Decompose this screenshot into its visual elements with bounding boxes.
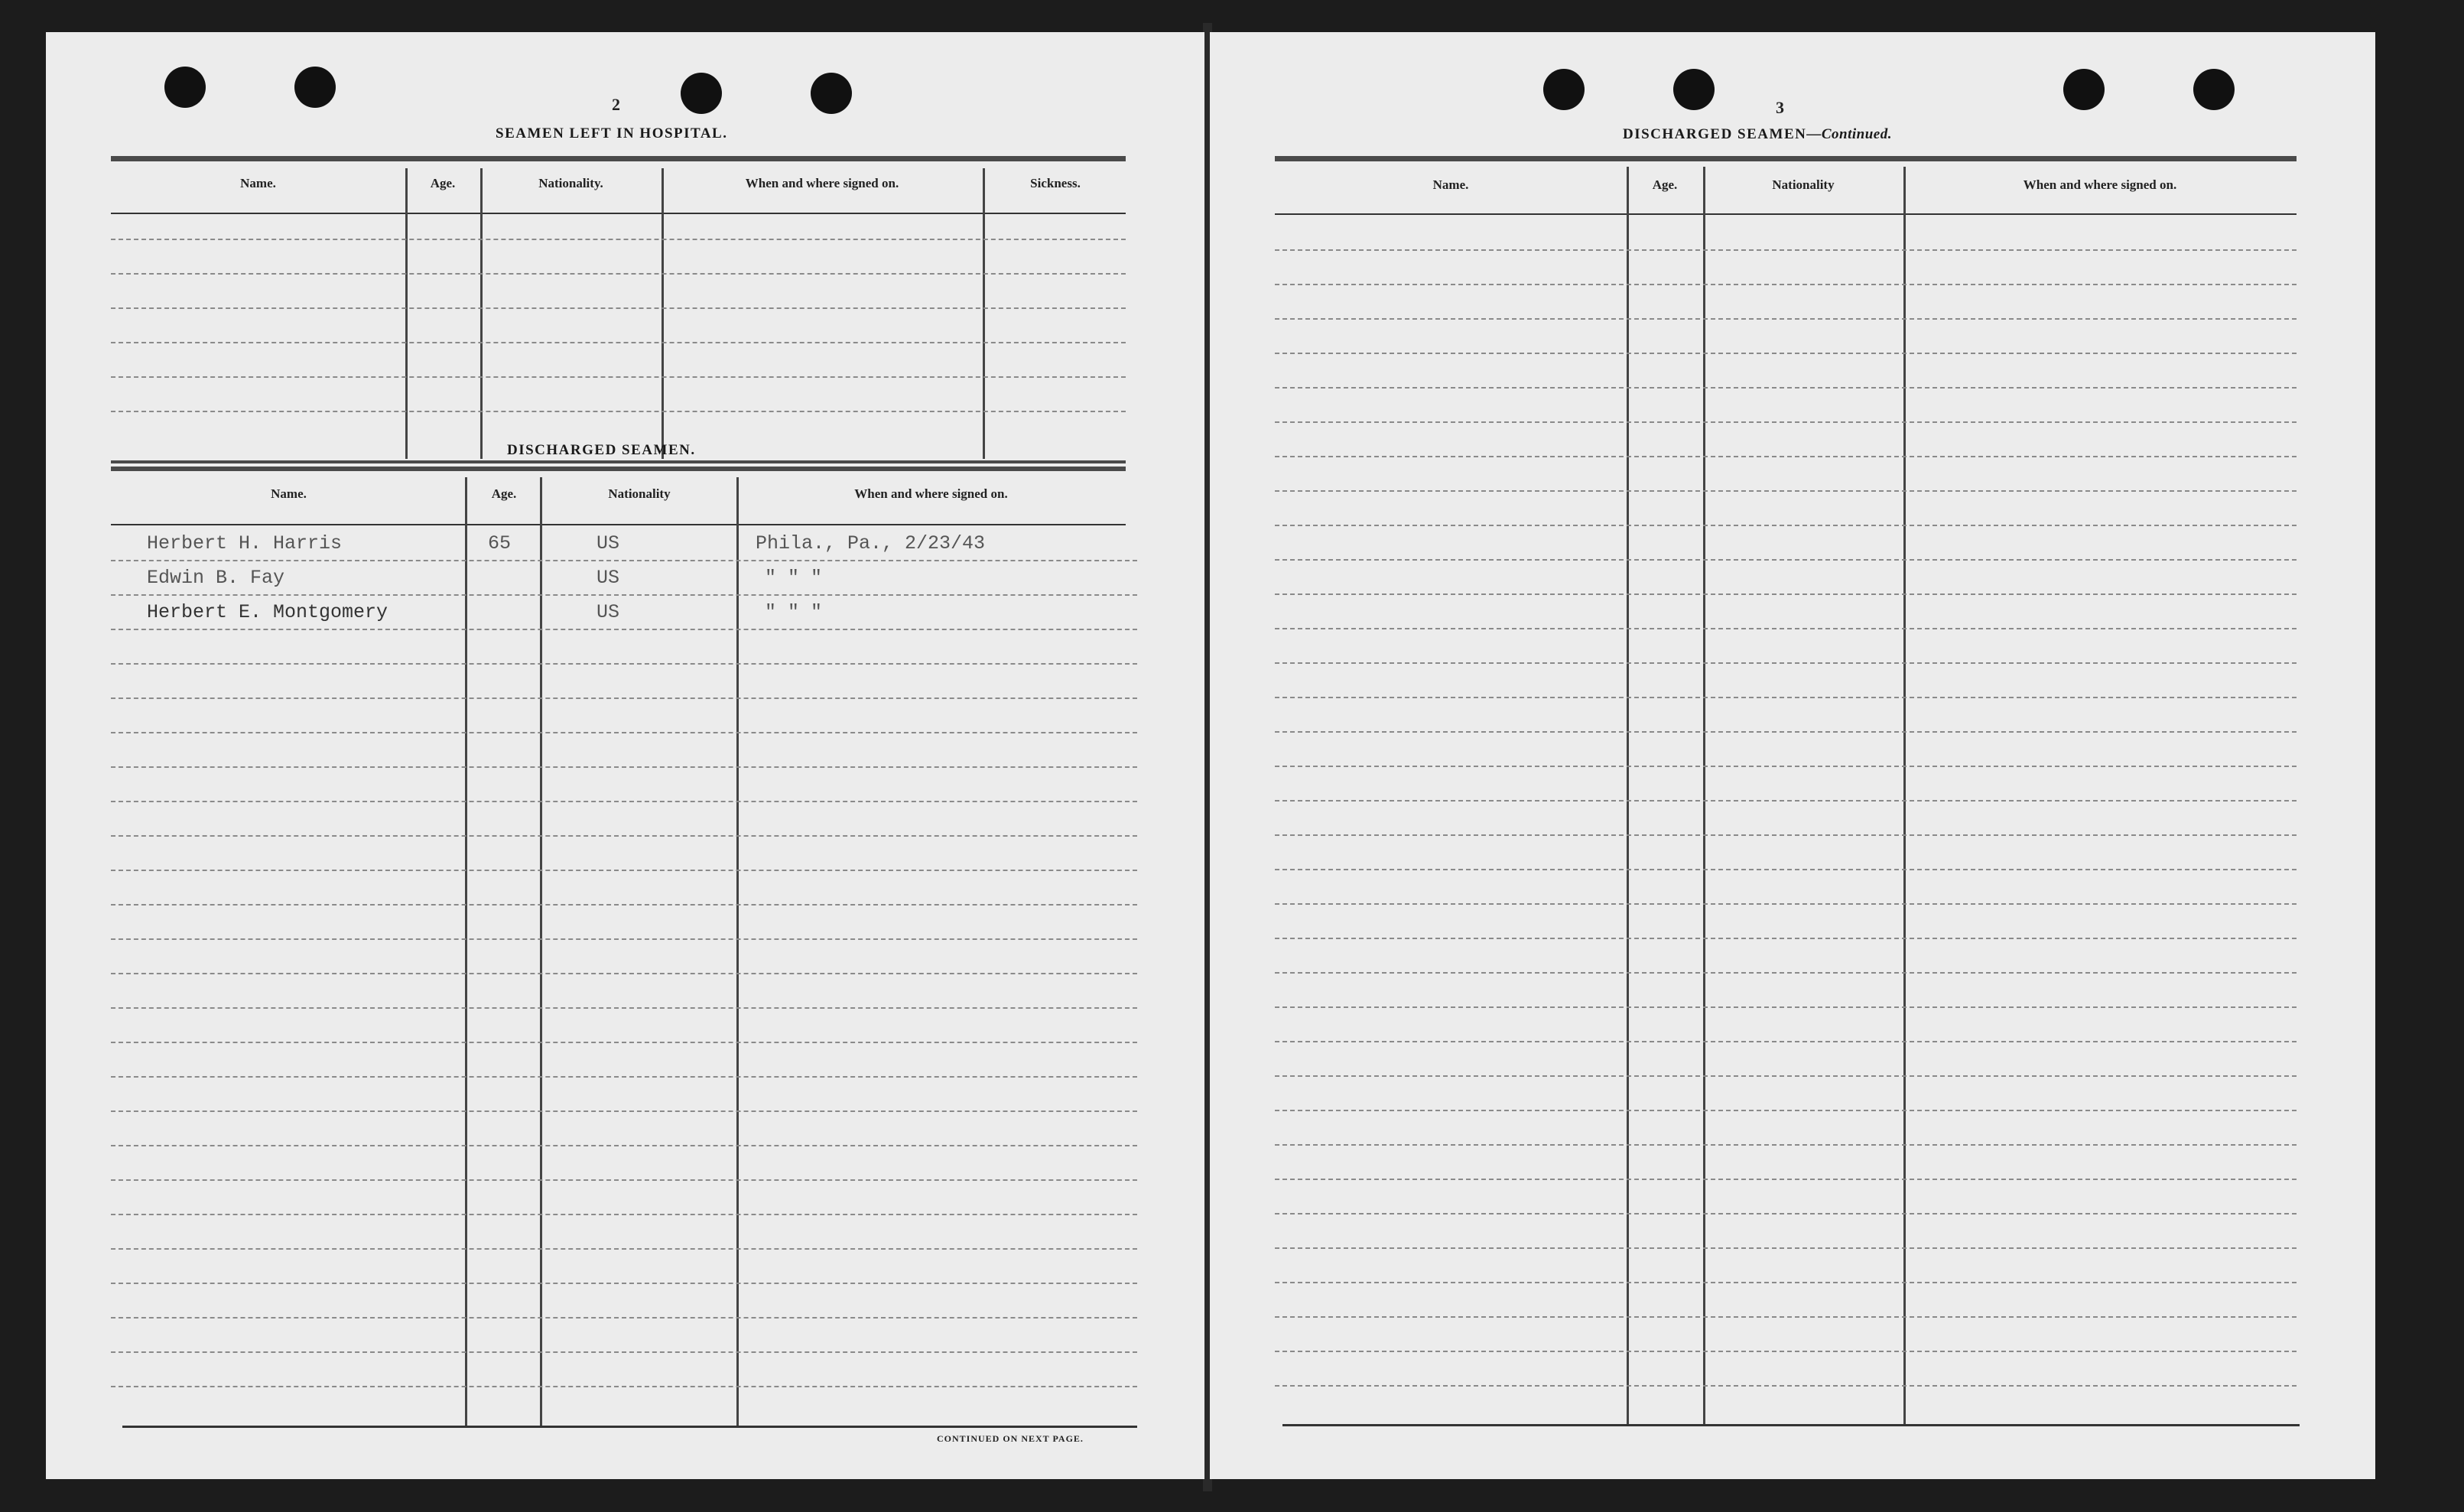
ruled-line [111,1110,1137,1112]
ruled-line [1275,1179,2297,1180]
table-top-rule [111,467,1126,471]
ruled-line [1275,490,2297,492]
column-header-nationality: Nationality [1772,177,1835,192]
punch-hole [811,73,852,114]
ruled-line [1275,1282,2297,1283]
column-header-signed-on: When and where signed on. [745,176,899,190]
ruled-line [1275,456,2297,457]
ruled-line [111,766,1137,768]
ruled-line [1275,284,2297,285]
ruled-line [1275,1385,2297,1387]
ruled-line [1275,1006,2297,1008]
ruled-line [111,1179,1137,1181]
punch-hole [1673,69,1715,110]
ruled-line [1275,697,2297,698]
column-divider [1627,167,1629,1424]
ruled-line [111,801,1137,802]
ruled-line [1275,353,2297,354]
ruled-line [111,973,1137,974]
ruled-line [1275,1110,2297,1111]
column-header-name: Name. [1432,177,1469,192]
left-page [46,32,1204,1479]
ruled-line [111,835,1137,837]
ruled-line [111,1042,1137,1043]
section-rule [111,460,1126,463]
section-title-text: DISCHARGED SEAMEN [1623,126,1807,142]
page-number: 3 [1776,98,1784,117]
ruled-line [111,342,1126,343]
ruled-line [111,239,1126,240]
ruled-line [111,1214,1137,1215]
seaman-signed-on: " " " [765,567,823,589]
ruled-line [111,1248,1137,1250]
punch-hole [681,73,722,114]
ruled-line [111,629,1137,630]
ruled-line [111,1317,1137,1319]
table-top-rule [111,156,1126,161]
ruled-line [1275,1316,2297,1318]
ruled-line [1275,249,2297,251]
column-divider [662,168,664,459]
seaman-nationality: US [596,567,620,589]
ruled-line [1275,593,2297,595]
column-header-sickness: Sickness. [1030,176,1081,190]
table-bottom-rule [122,1426,1137,1428]
header-rule [111,524,1126,525]
seaman-age: 65 [488,532,512,554]
ruled-line [111,1076,1137,1078]
ruled-line [111,1145,1137,1146]
right-page [1210,32,2375,1479]
column-divider [983,168,985,459]
discharged-section-title: DISCHARGED SEAMEN. [507,442,696,458]
column-header-name: Name. [271,486,307,501]
column-divider [1703,167,1705,1424]
ruled-line [1275,559,2297,561]
continued-note: CONTINUED ON NEXT PAGE. [937,1433,1084,1444]
ruled-line [1275,800,2297,802]
ruled-line [111,1283,1137,1284]
punch-hole [164,67,206,108]
ruled-line [1275,421,2297,423]
ruled-line [111,870,1137,871]
ruled-line [111,411,1126,412]
column-header-name: Name. [240,176,276,190]
ruled-line [1275,766,2297,767]
table-bottom-rule [1282,1424,2300,1426]
ruled-line [1275,1213,2297,1214]
seaman-name: Edwin B. Fay [147,567,285,589]
header-rule [1275,213,2297,215]
ruled-line [111,938,1137,940]
hospital-section-title: SEAMEN LEFT IN HOSPITAL. [496,125,728,141]
column-header-nationality: Nationality [608,486,671,501]
ruled-line [111,1007,1137,1009]
ruled-line [1275,972,2297,974]
ruled-line [1275,1144,2297,1146]
ruled-line [111,904,1137,906]
ruled-line [1275,387,2297,389]
ruled-line [1275,318,2297,320]
ruled-line [1275,938,2297,939]
ruled-line [1275,1075,2297,1077]
ruled-line [111,307,1126,309]
column-header-signed-on: When and where signed on. [2023,177,2177,192]
ruled-line [111,663,1137,665]
ruled-line [1275,662,2297,664]
seaman-name: Herbert H. Harris [147,532,343,554]
ruled-line [111,376,1126,378]
header-rule [111,213,1126,214]
column-header-age: Age. [1652,177,1678,192]
ruled-line [111,594,1137,596]
ruled-line [1275,628,2297,629]
column-divider [480,168,483,459]
ruled-line [1275,731,2297,733]
ruled-line [1275,1351,2297,1352]
seaman-signed-on: " " " [765,601,823,623]
ruled-line [111,1351,1137,1353]
ruled-line [111,697,1137,699]
seaman-nationality: US [596,601,620,623]
ruled-line [111,1386,1137,1387]
discharged-continued-title [1623,126,1892,143]
punch-hole [2063,69,2105,110]
column-header-age: Age. [430,176,456,190]
punch-hole [2193,69,2235,110]
ruled-line [111,273,1126,275]
column-divider [405,168,408,459]
ruled-line [1275,525,2297,526]
ruled-line [1275,1041,2297,1042]
seaman-signed-on: Phila., Pa., 2/23/43 [756,532,986,554]
punch-hole [294,67,336,108]
seaman-name: Herbert E. Montgomery [147,601,388,623]
ruled-line [1275,1247,2297,1249]
seaman-nationality: US [596,532,620,554]
ruled-line [1275,903,2297,905]
ruled-line [1275,834,2297,836]
continued-suffix: —Continued. [1806,126,1892,142]
column-header-signed-on: When and where signed on. [854,486,1008,501]
table-top-rule [1275,156,2297,161]
ruled-line [111,560,1137,561]
page-number: 2 [612,95,620,114]
column-header-age: Age. [491,486,517,501]
column-header-nationality: Nationality. [538,176,603,190]
punch-hole [1543,69,1585,110]
column-divider [1903,167,1906,1424]
ruled-line [111,732,1137,733]
ruled-line [1275,869,2297,870]
